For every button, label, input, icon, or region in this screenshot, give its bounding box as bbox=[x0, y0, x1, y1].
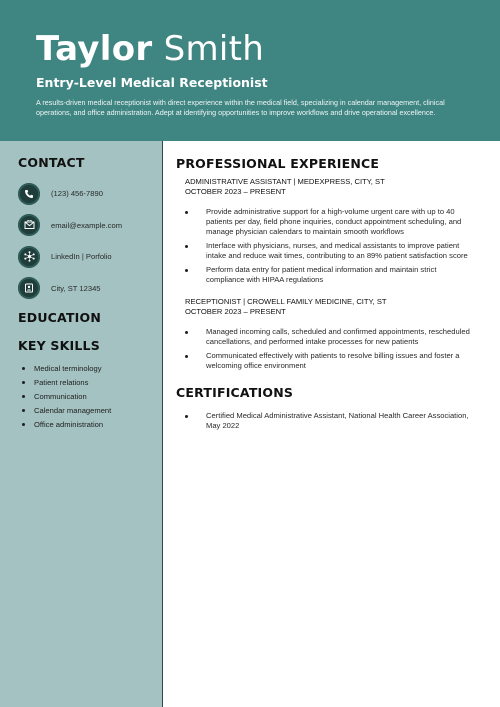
candidate-name bbox=[36, 30, 464, 68]
certification-text: Certified Medical Administrative Assistant, National Health Career Association, May 2022 bbox=[206, 411, 469, 430]
bullet-icon bbox=[185, 211, 188, 214]
bullet-text: Interface with physicians, nurses, and medical assistants to improve patient intake and reduce wait times, contributing to an 89% patient satisfaction score bbox=[206, 241, 468, 260]
bullet-text: Provide administrative support for a high-volume urgent care with up to 40 patients per day, field phone inquiries, conduct appointment scheduling, and manage physician calendars to maintain smooth workflows bbox=[206, 207, 462, 236]
summary-text: A results-driven medical receptionist with direct experience within the medical field, specializing in calendar management, clinical operations, and office administration. Adept at identifying opportunities to improve workflows and drive operational excellence. bbox=[36, 98, 445, 117]
bullet-item bbox=[185, 241, 476, 261]
skill-text: Medical terminology bbox=[34, 364, 102, 373]
skills-list bbox=[18, 362, 162, 432]
certifications-heading: CERTIFICATIONS bbox=[176, 385, 294, 400]
contact-email bbox=[18, 214, 162, 237]
bullet-icon bbox=[22, 423, 25, 426]
contact-phone bbox=[18, 182, 162, 205]
bullet-text: Communicated effectively with patients to resolve billing issues and foster a welcoming office environment bbox=[206, 351, 460, 370]
bullet-item bbox=[185, 265, 476, 285]
contact-links bbox=[18, 245, 162, 268]
bullet-icon bbox=[185, 245, 188, 248]
skill-item bbox=[22, 390, 162, 404]
job-entry bbox=[176, 177, 476, 285]
main-content bbox=[176, 141, 476, 435]
job-title: RECEPTIONIST | CROWELL FAMILY MEDICINE, CITY, ST bbox=[185, 297, 387, 306]
contact-email-text: email@example.com bbox=[51, 220, 123, 230]
certification-item bbox=[185, 411, 476, 431]
contact-heading: CONTACT bbox=[18, 155, 85, 170]
id-card-icon bbox=[18, 277, 40, 299]
bullet-icon bbox=[22, 367, 25, 370]
bullet-item bbox=[185, 327, 476, 347]
bullet-item bbox=[185, 351, 476, 371]
skill-text: Patient relations bbox=[34, 378, 89, 387]
bullet-icon bbox=[185, 415, 188, 418]
bullet-icon bbox=[185, 355, 188, 358]
mail-icon bbox=[18, 214, 40, 236]
last-name: Smith bbox=[163, 29, 265, 69]
contact-address-text: City, ST 12345 bbox=[51, 283, 101, 293]
phone-icon bbox=[18, 183, 40, 205]
bullet-icon bbox=[185, 331, 188, 334]
resume-header bbox=[0, 0, 500, 141]
contact-links-text: LinkedIn | Porfolio bbox=[51, 252, 112, 261]
job-dates: OCTOBER 2023 – PRESENT bbox=[185, 307, 286, 316]
first-name: Taylor bbox=[36, 29, 153, 69]
bullet-item bbox=[185, 207, 476, 237]
education-heading: EDUCATION bbox=[18, 309, 102, 325]
bullet-text: Perform data entry for patient medical information and maintain strict compliance with HIPAA regulations bbox=[206, 265, 437, 284]
contact-phone-text: (123) 456-7890 bbox=[51, 189, 103, 198]
bullet-icon bbox=[185, 269, 188, 272]
skill-item bbox=[22, 418, 162, 432]
experience-heading: PROFESSIONAL EXPERIENCE bbox=[176, 156, 380, 171]
job-entry bbox=[176, 297, 476, 371]
bullet-icon bbox=[22, 381, 25, 384]
bullet-icon bbox=[22, 395, 25, 398]
skill-item bbox=[22, 404, 162, 418]
job-dates: OCTOBER 2023 – PRESENT bbox=[185, 187, 286, 196]
job-bullets bbox=[176, 327, 476, 371]
job-title: ADMINISTRATIVE ASSISTANT | MEDEXPRESS, CITY, ST bbox=[185, 177, 385, 186]
skill-text: Office administration bbox=[34, 420, 104, 429]
contact-address bbox=[18, 277, 162, 300]
sidebar bbox=[0, 141, 163, 707]
network-icon bbox=[18, 246, 40, 268]
job-title-heading: Entry-Level Medical Receptionist bbox=[36, 75, 268, 90]
contact-list bbox=[18, 182, 162, 300]
skill-text: Calendar management bbox=[34, 406, 112, 415]
bullet-icon bbox=[22, 409, 25, 412]
certifications-list bbox=[176, 411, 476, 431]
skill-item bbox=[22, 362, 162, 376]
bullet-text: Managed incoming calls, scheduled and confirmed appointments, rescheduled cancellations, and performed intake processes for new patients bbox=[206, 327, 470, 346]
skill-text: Communication bbox=[34, 392, 87, 401]
skill-item bbox=[22, 376, 162, 390]
job-bullets bbox=[176, 207, 476, 285]
skills-heading: KEY SKILLS bbox=[18, 337, 100, 353]
